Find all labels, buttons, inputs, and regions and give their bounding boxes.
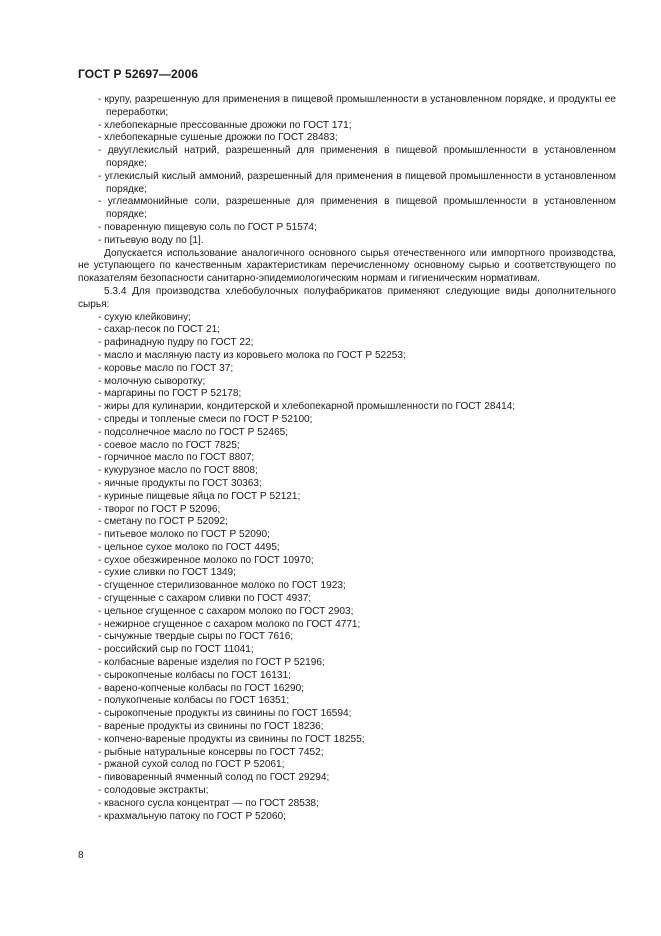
list-item: - сгущенные с сахаром сливки по ГОСТ 4937; bbox=[98, 593, 312, 605]
list-item: - питьевую воду по [1]. bbox=[98, 234, 204, 246]
list-item: - куриные пищевые яйца по ГОСТ Р 52121; bbox=[98, 490, 301, 502]
list-item: - углеаммонийные соли, разрешенные для применения в пищевой промышленности в установленном порядке; bbox=[98, 196, 616, 221]
list-item: - питьевое молоко по ГОСТ Р 52090; bbox=[98, 529, 270, 541]
list-item: - колбасные вареные изделия по ГОСТ Р 52196; bbox=[98, 657, 325, 669]
list-item: - сухое обезжиренное молоко по ГОСТ 10970; bbox=[98, 554, 314, 566]
list-item: - цельное сгущенное с сахаром молоко по ГОСТ 2903; bbox=[98, 605, 354, 617]
list-item: - молочную сыворотку; bbox=[98, 375, 206, 387]
list-item: - маргарины по ГОСТ Р 52178; bbox=[98, 388, 242, 400]
list-item: - пивоваренный ячменный солод по ГОСТ 29294; bbox=[98, 772, 330, 784]
list-item: - цельное сухое молоко по ГОСТ 4495; bbox=[98, 541, 280, 553]
list-item: - копчено-вареные продукты из свинины по ГОСТ 18255; bbox=[98, 733, 365, 745]
list-item: - ржаной сухой солод по ГОСТ Р 52061; bbox=[98, 759, 285, 771]
page-number: 8 bbox=[78, 850, 84, 861]
list-item: - двууглекислый натрий, разрешенный для применения в пищевой промышленности в установленном порядке; bbox=[98, 145, 616, 169]
list-item: - нежирное сгущенное с сахаром молоко по ГОСТ 4771; bbox=[98, 618, 361, 630]
list-item: - сгущенное стерилизованное молоко по ГОСТ 1923; bbox=[98, 580, 346, 592]
list-item: - рафинадную пудру по ГОСТ 22; bbox=[98, 337, 254, 349]
paragraph: 5.3.4 Для производства хлебобулочных полуфабрикатов применяют следующие виды дополнительного сырья: bbox=[78, 285, 616, 310]
list-item: - спреды и топленые смеси по ГОСТ Р 52100; bbox=[98, 413, 313, 425]
list-item: - яичные продукты по ГОСТ 30363; bbox=[98, 477, 262, 489]
list-item: - сырокопченые продукты из свинины по ГОСТ 16594; bbox=[98, 708, 352, 720]
list-item: - варено-копченые колбасы по ГОСТ 16290; bbox=[98, 682, 305, 694]
list-item: - творог по ГОСТ Р 52096; bbox=[98, 503, 221, 515]
list-item: - поваренную пищевую соль по ГОСТ Р 51574; bbox=[98, 221, 317, 233]
list-item: - коровье масло по ГОСТ 37; bbox=[98, 362, 234, 374]
list-item: - хлебопекарные прессованные дрожжи по ГОСТ 171; bbox=[98, 119, 352, 131]
document-header: ГОСТ Р 52697—2006 bbox=[78, 67, 199, 81]
list-item: - вареные продукты из свинины по ГОСТ 18236; bbox=[98, 721, 324, 733]
list-item: - хлебопекарные сушеные дрожжи по ГОСТ 28483; bbox=[98, 132, 338, 144]
document-body bbox=[78, 94, 616, 823]
list-item: - рыбные натуральные консервы по ГОСТ 7452; bbox=[98, 746, 324, 758]
list-item: - крупу, разрешенную для применения в пищевой промышленности в установленном порядке, и продукты ее переработки; bbox=[98, 94, 616, 118]
list-item: - соевое масло по ГОСТ 7825; bbox=[98, 439, 240, 451]
list-item: - углекислый кислый аммоний, разрешенный для применения в пищевой промышленности в установленном порядке; bbox=[98, 170, 616, 195]
list-item: - сметану по ГОСТ Р 52092; bbox=[98, 516, 228, 528]
list-item: - сухие сливки по ГОСТ 1349; bbox=[98, 567, 236, 579]
list-item: - квасного сусла концентрат — по ГОСТ 28538; bbox=[98, 797, 319, 809]
list-item: - сахар-песок по ГОСТ 21; bbox=[98, 324, 221, 336]
list-item: - крахмальную патоку по ГОСТ Р 52060; bbox=[98, 810, 286, 822]
list-item: - кукурузное масло по ГОСТ 8808; bbox=[98, 465, 258, 477]
paragraph: Допускается использование аналогичного основного сырья отечественного или импортного производства, не уступающего по качественным характеристикам перечисленному основному сырью и соответствующего по показателям безопасности санитарно-эпидемиологическим нормам и гигиеническим нормативам. bbox=[78, 247, 616, 285]
list-item: - солодовые экстракты; bbox=[98, 785, 209, 797]
list-item: - сырокопченые колбасы по ГОСТ 16131; bbox=[98, 669, 291, 681]
list-item: - сухую клейковину; bbox=[98, 311, 191, 323]
list-item: - жиры для кулинарии, кондитерской и хлебопекарной промышленности по ГОСТ 28414; bbox=[98, 401, 516, 413]
list-item: - масло и масляную пасту из коровьего молока по ГОСТ Р 52253; bbox=[98, 349, 406, 361]
list-item: - подсолнечное масло по ГОСТ Р 52465; bbox=[98, 426, 289, 438]
list-item: - российский сыр по ГОСТ 11041; bbox=[98, 644, 254, 656]
list-item: - сычужные твердые сыры по ГОСТ 7616; bbox=[98, 631, 294, 643]
list-item: - полукопченые колбасы по ГОСТ 16351; bbox=[98, 695, 290, 707]
list-item: - горчичное масло по ГОСТ 8807; bbox=[98, 452, 255, 464]
